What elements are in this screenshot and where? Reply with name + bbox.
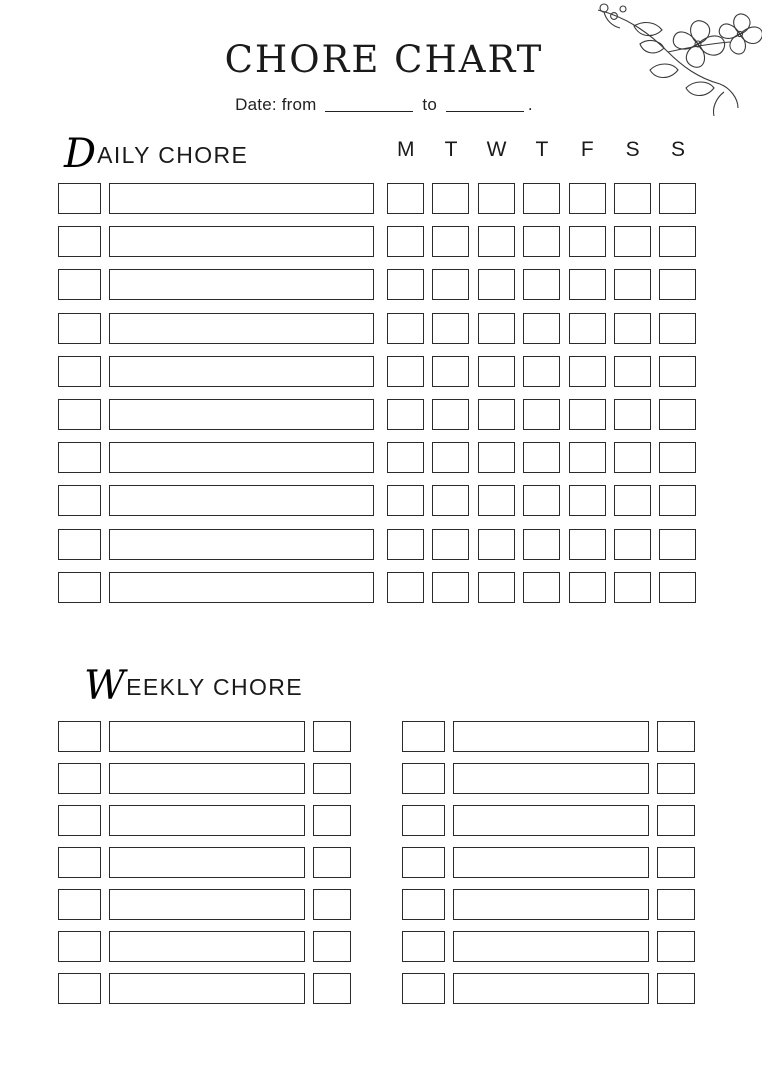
weekly-row-checkbox[interactable] bbox=[402, 973, 445, 1004]
weekly-done-cell[interactable] bbox=[657, 763, 695, 794]
daily-day-cell[interactable] bbox=[614, 442, 651, 473]
daily-day-cell[interactable] bbox=[614, 399, 651, 430]
daily-row-checkbox[interactable] bbox=[58, 313, 101, 344]
weekly-row-checkbox[interactable] bbox=[58, 889, 101, 920]
daily-day-cell[interactable] bbox=[569, 356, 606, 387]
daily-day-cell[interactable] bbox=[387, 313, 424, 344]
daily-day-cell[interactable] bbox=[432, 529, 469, 560]
weekly-done-cell[interactable] bbox=[657, 931, 695, 962]
weekly-chore-input[interactable] bbox=[109, 805, 305, 836]
daily-day-cell[interactable] bbox=[432, 183, 469, 214]
daily-day-cell[interactable] bbox=[614, 313, 651, 344]
daily-day-cell[interactable] bbox=[387, 226, 424, 257]
weekly-row-checkbox[interactable] bbox=[402, 847, 445, 878]
weekly-chore-input[interactable] bbox=[109, 763, 305, 794]
table-row bbox=[58, 925, 351, 967]
weekly-row-checkbox[interactable] bbox=[402, 889, 445, 920]
floral-branch-icon bbox=[590, 0, 762, 118]
daily-day-cells bbox=[387, 226, 705, 257]
daily-day-cells bbox=[387, 572, 705, 603]
daily-day-cells bbox=[387, 442, 705, 473]
weekly-row-checkbox[interactable] bbox=[58, 805, 101, 836]
daily-day-cell[interactable] bbox=[659, 485, 696, 516]
table-row bbox=[58, 263, 705, 306]
daily-day-cell[interactable] bbox=[478, 183, 515, 214]
weekly-done-cell[interactable] bbox=[313, 847, 351, 878]
daily-row-checkbox[interactable] bbox=[58, 269, 101, 300]
daily-row-checkbox[interactable] bbox=[58, 356, 101, 387]
daily-day-cell[interactable] bbox=[569, 485, 606, 516]
daily-day-cell[interactable] bbox=[478, 313, 515, 344]
weekly-chore-table-right bbox=[402, 715, 695, 1009]
table-row bbox=[58, 967, 351, 1009]
daily-day-cell[interactable] bbox=[523, 356, 560, 387]
table-row bbox=[58, 566, 705, 609]
table-row bbox=[58, 220, 705, 263]
table-row bbox=[402, 883, 695, 925]
daily-day-cell[interactable] bbox=[659, 313, 696, 344]
daily-day-cell[interactable] bbox=[659, 442, 696, 473]
daily-day-cell[interactable] bbox=[659, 399, 696, 430]
daily-day-cells bbox=[387, 529, 705, 560]
daily-day-cells bbox=[387, 269, 705, 300]
daily-day-cell[interactable] bbox=[569, 572, 606, 603]
daily-day-cell[interactable] bbox=[432, 269, 469, 300]
weekly-done-cell[interactable] bbox=[657, 721, 695, 752]
weekly-done-cell[interactable] bbox=[313, 889, 351, 920]
daily-chore-input[interactable] bbox=[109, 226, 374, 257]
daily-day-cell[interactable] bbox=[387, 442, 424, 473]
daily-day-cell[interactable] bbox=[387, 529, 424, 560]
daily-day-cell[interactable] bbox=[432, 356, 469, 387]
table-row bbox=[58, 350, 705, 393]
table-row bbox=[58, 799, 351, 841]
daily-day-cell[interactable] bbox=[387, 356, 424, 387]
daily-day-cell[interactable] bbox=[569, 313, 606, 344]
weekly-chore-input[interactable] bbox=[109, 931, 305, 962]
table-row bbox=[402, 757, 695, 799]
daily-day-cell[interactable] bbox=[523, 485, 560, 516]
daily-day-cell[interactable] bbox=[387, 183, 424, 214]
weekly-heading-text: EEKLY CHORE bbox=[126, 674, 304, 700]
table-row bbox=[58, 715, 351, 757]
weekly-done-cell[interactable] bbox=[313, 973, 351, 1004]
daily-day-cell[interactable] bbox=[478, 529, 515, 560]
daily-day-cell[interactable] bbox=[387, 399, 424, 430]
weekly-done-cell[interactable] bbox=[313, 805, 351, 836]
weekly-chore-input[interactable] bbox=[453, 763, 649, 794]
table-row bbox=[58, 479, 705, 522]
daily-day-cell[interactable] bbox=[432, 399, 469, 430]
weekly-row-checkbox[interactable] bbox=[58, 847, 101, 878]
daily-day-cell[interactable] bbox=[432, 572, 469, 603]
daily-day-cell[interactable] bbox=[569, 442, 606, 473]
daily-day-cell[interactable] bbox=[387, 572, 424, 603]
table-row bbox=[402, 715, 695, 757]
daily-day-cell[interactable] bbox=[659, 356, 696, 387]
day-header-tue: T bbox=[444, 138, 458, 161]
date-to-input[interactable] bbox=[446, 111, 524, 112]
weekly-chore-input[interactable] bbox=[109, 973, 305, 1004]
daily-day-cell[interactable] bbox=[478, 572, 515, 603]
daily-day-cell[interactable] bbox=[478, 399, 515, 430]
daily-row-checkbox[interactable] bbox=[58, 529, 101, 560]
daily-day-cell[interactable] bbox=[659, 269, 696, 300]
table-row bbox=[58, 841, 351, 883]
daily-day-cell[interactable] bbox=[523, 529, 560, 560]
weekly-chore-input[interactable] bbox=[453, 931, 649, 962]
date-to-label: to bbox=[422, 95, 437, 114]
weekly-done-cell[interactable] bbox=[657, 889, 695, 920]
weekly-row-checkbox[interactable] bbox=[58, 763, 101, 794]
table-row bbox=[402, 799, 695, 841]
day-header-row bbox=[383, 138, 701, 162]
day-header-mon: M bbox=[396, 138, 415, 161]
day-header-wed: W bbox=[486, 138, 507, 161]
weekly-done-cell[interactable] bbox=[313, 763, 351, 794]
weekly-row-checkbox[interactable] bbox=[58, 973, 101, 1004]
daily-day-cells bbox=[387, 313, 705, 344]
table-row bbox=[402, 967, 695, 1009]
weekly-chore-heading bbox=[84, 662, 304, 709]
daily-chore-input[interactable] bbox=[109, 442, 374, 473]
daily-chore-input[interactable] bbox=[109, 313, 374, 344]
daily-chore-input[interactable] bbox=[109, 399, 374, 430]
day-header-sun: S bbox=[671, 138, 686, 161]
table-row bbox=[402, 841, 695, 883]
daily-chore-input[interactable] bbox=[109, 485, 374, 516]
daily-day-cell[interactable] bbox=[659, 226, 696, 257]
weekly-row-checkbox[interactable] bbox=[58, 721, 101, 752]
daily-heading-text: AILY CHORE bbox=[97, 142, 249, 168]
daily-day-cell[interactable] bbox=[614, 269, 651, 300]
daily-day-cell[interactable] bbox=[569, 183, 606, 214]
daily-day-cell[interactable] bbox=[523, 399, 560, 430]
daily-day-cell[interactable] bbox=[523, 226, 560, 257]
daily-day-cell[interactable] bbox=[614, 226, 651, 257]
daily-day-cell[interactable] bbox=[523, 442, 560, 473]
weekly-done-cell[interactable] bbox=[657, 847, 695, 878]
table-row bbox=[58, 436, 705, 479]
daily-dropcap: D bbox=[64, 131, 97, 177]
daily-day-cell[interactable] bbox=[614, 572, 651, 603]
daily-chore-input[interactable] bbox=[109, 356, 374, 387]
daily-row-checkbox[interactable] bbox=[58, 442, 101, 473]
daily-day-cell[interactable] bbox=[523, 269, 560, 300]
daily-day-cell[interactable] bbox=[478, 442, 515, 473]
daily-day-cell[interactable] bbox=[387, 485, 424, 516]
daily-day-cell[interactable] bbox=[432, 485, 469, 516]
weekly-row-checkbox[interactable] bbox=[402, 763, 445, 794]
daily-day-cell[interactable] bbox=[659, 183, 696, 214]
weekly-chore-input[interactable] bbox=[453, 721, 649, 752]
daily-day-cell[interactable] bbox=[614, 529, 651, 560]
daily-day-cell[interactable] bbox=[523, 572, 560, 603]
daily-day-cell[interactable] bbox=[569, 226, 606, 257]
weekly-chore-input[interactable] bbox=[109, 889, 305, 920]
weekly-row-checkbox[interactable] bbox=[402, 931, 445, 962]
daily-day-cell[interactable] bbox=[569, 399, 606, 430]
weekly-row-checkbox[interactable] bbox=[402, 805, 445, 836]
date-period: . bbox=[527, 95, 533, 114]
weekly-done-cell[interactable] bbox=[313, 931, 351, 962]
daily-row-checkbox[interactable] bbox=[58, 485, 101, 516]
daily-row-checkbox[interactable] bbox=[58, 572, 101, 603]
weekly-chore-input[interactable] bbox=[453, 973, 649, 1004]
daily-day-cell[interactable] bbox=[478, 269, 515, 300]
day-header-sat: S bbox=[625, 138, 640, 161]
table-row bbox=[58, 883, 351, 925]
daily-day-cell[interactable] bbox=[432, 313, 469, 344]
table-row bbox=[58, 393, 705, 436]
day-header-fri: F bbox=[580, 138, 594, 161]
page-title: CHORE CHART bbox=[224, 38, 544, 81]
table-row bbox=[402, 925, 695, 967]
daily-day-cell[interactable] bbox=[432, 442, 469, 473]
daily-day-cell[interactable] bbox=[478, 226, 515, 257]
weekly-done-cell[interactable] bbox=[657, 805, 695, 836]
daily-day-cell[interactable] bbox=[614, 356, 651, 387]
weekly-done-cell[interactable] bbox=[657, 973, 695, 1004]
daily-day-cell[interactable] bbox=[478, 485, 515, 516]
weekly-chore-table-left bbox=[58, 715, 351, 1009]
daily-chore-input[interactable] bbox=[109, 572, 374, 603]
daily-day-cell[interactable] bbox=[387, 269, 424, 300]
daily-day-cells bbox=[387, 183, 705, 214]
daily-day-cells bbox=[387, 485, 705, 516]
table-row bbox=[58, 523, 705, 566]
weekly-chore-input[interactable] bbox=[109, 847, 305, 878]
daily-day-cell[interactable] bbox=[614, 183, 651, 214]
daily-day-cell[interactable] bbox=[659, 529, 696, 560]
daily-chore-input[interactable] bbox=[109, 183, 374, 214]
weekly-chore-input[interactable] bbox=[453, 847, 649, 878]
daily-day-cell[interactable] bbox=[614, 485, 651, 516]
daily-row-checkbox[interactable] bbox=[58, 226, 101, 257]
weekly-row-checkbox[interactable] bbox=[402, 721, 445, 752]
table-row bbox=[58, 177, 705, 220]
daily-chore-heading bbox=[64, 130, 249, 177]
weekly-dropcap: W bbox=[84, 663, 126, 709]
daily-day-cell[interactable] bbox=[569, 269, 606, 300]
daily-row-checkbox[interactable] bbox=[58, 183, 101, 214]
daily-day-cell[interactable] bbox=[523, 183, 560, 214]
day-header-thu: T bbox=[535, 138, 549, 161]
weekly-chore-input[interactable] bbox=[453, 889, 649, 920]
table-row bbox=[58, 307, 705, 350]
daily-row-checkbox[interactable] bbox=[58, 399, 101, 430]
daily-day-cells bbox=[387, 356, 705, 387]
weekly-done-cell[interactable] bbox=[313, 721, 351, 752]
date-from-input[interactable] bbox=[325, 111, 413, 112]
daily-day-cell[interactable] bbox=[432, 226, 469, 257]
weekly-chore-input[interactable] bbox=[453, 805, 649, 836]
daily-chore-input[interactable] bbox=[109, 269, 374, 300]
daily-chore-input[interactable] bbox=[109, 529, 374, 560]
date-from-label: Date: from bbox=[235, 95, 317, 114]
daily-chore-table bbox=[58, 177, 705, 609]
daily-day-cell[interactable] bbox=[569, 529, 606, 560]
daily-day-cells bbox=[387, 399, 705, 430]
daily-day-cell[interactable] bbox=[478, 356, 515, 387]
weekly-row-checkbox[interactable] bbox=[58, 931, 101, 962]
weekly-chore-input[interactable] bbox=[109, 721, 305, 752]
daily-day-cell[interactable] bbox=[523, 313, 560, 344]
table-row bbox=[58, 757, 351, 799]
daily-day-cell[interactable] bbox=[659, 572, 696, 603]
